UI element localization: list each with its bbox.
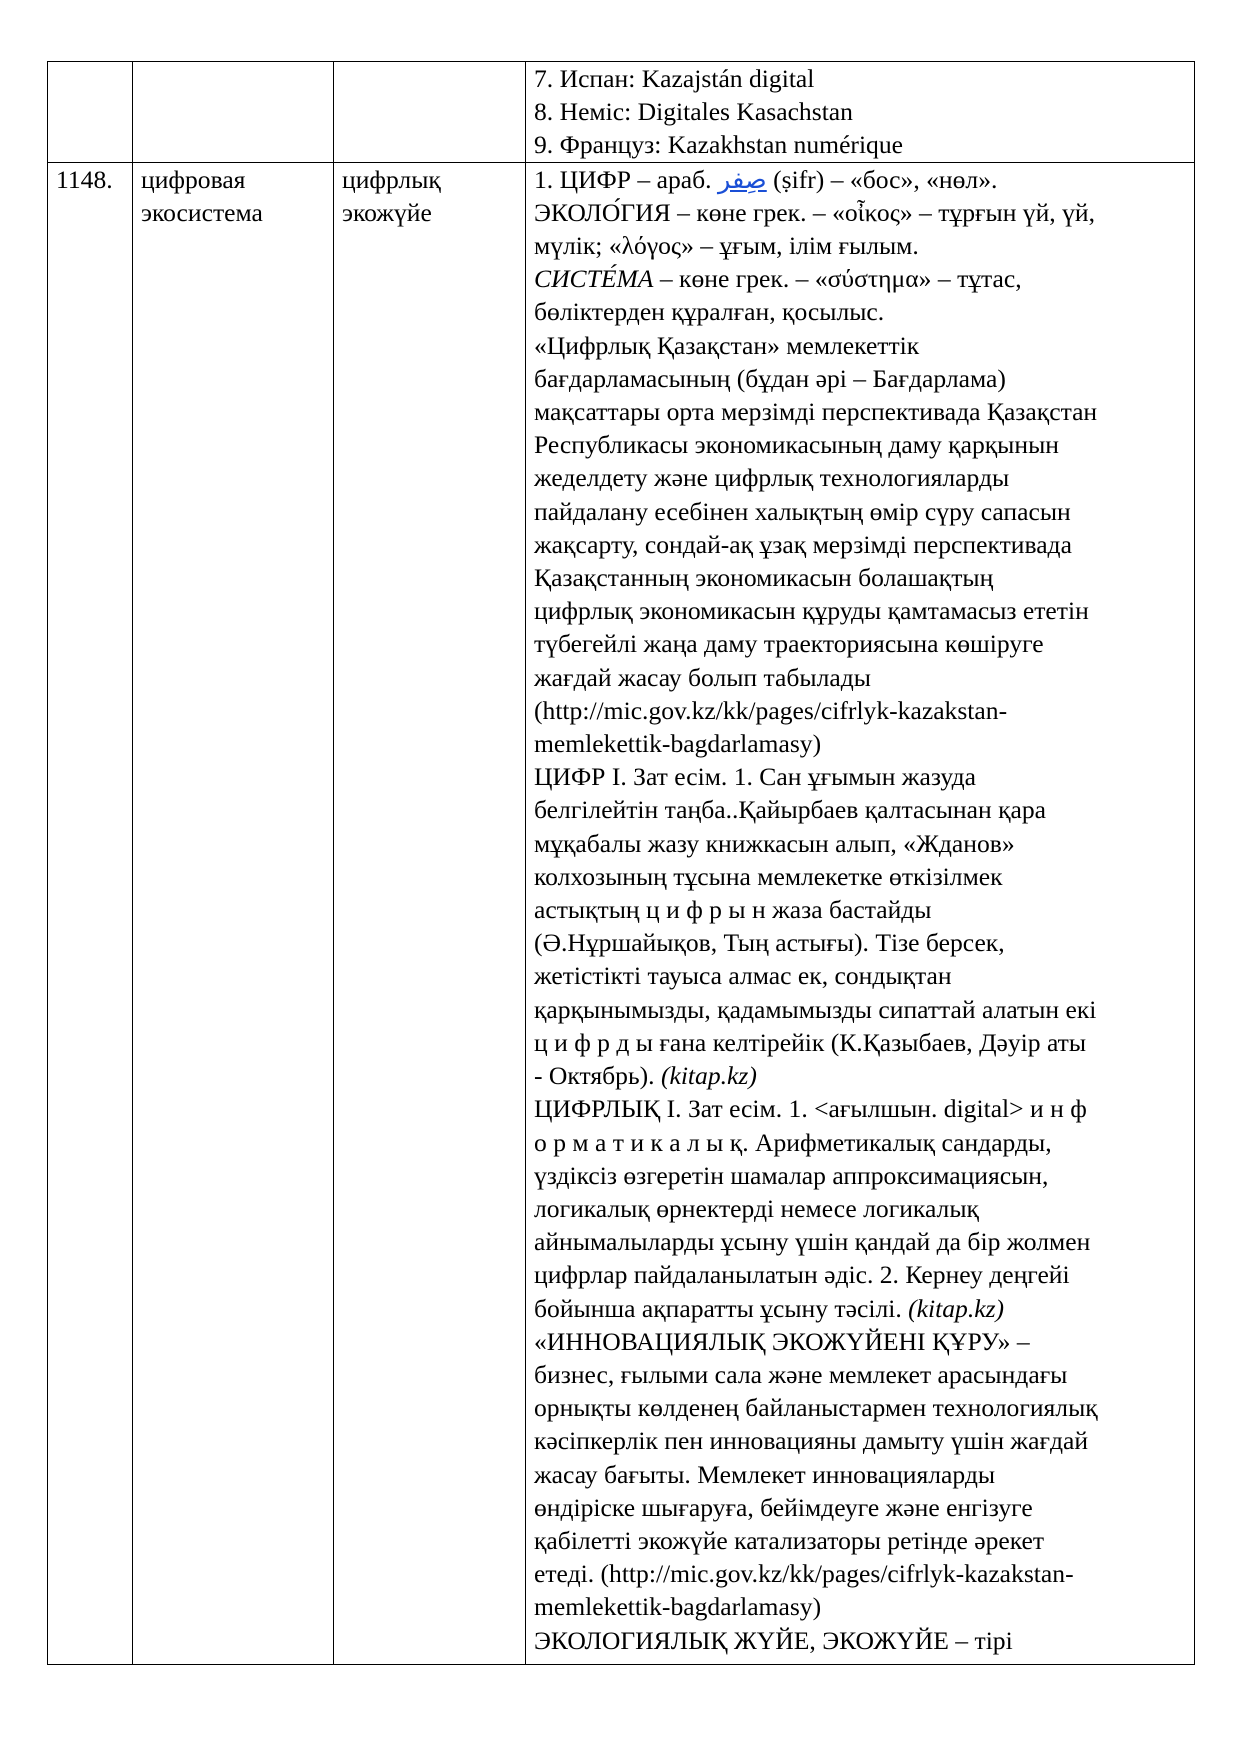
russian-term-line: цифровая	[141, 164, 246, 194]
definition-line: өндіріске шығаруға, бейімдеуге және енгізуге	[534, 1492, 1033, 1522]
definition-line: астықтың ц и ф р ы н жаза бастайды	[534, 895, 932, 925]
definition-line: ЦИФРЛЫҚ I. Зат есім. 1. <ағылшын. digital> и н ф	[534, 1094, 1087, 1124]
definition-line	[534, 1059, 1188, 1092]
definition-line: мұқабалы жазу книжкасын алып, «Жданов»	[534, 828, 1015, 858]
definition-line: колхозының тұсына мемлекетке өткізілмек	[534, 861, 1003, 891]
kazakh-term-cell	[334, 162, 526, 1664]
definition-line: жасау бағыты. Мемлекет инновацияларды	[534, 1459, 996, 1489]
definition-text: - Октябрь).	[534, 1061, 661, 1091]
definition-line: пайдалану есебінен халықтың өмір сүру сапасын	[534, 496, 1071, 526]
entry-number: 1148.	[56, 164, 113, 194]
russian-term-cell	[133, 62, 334, 163]
definition-line: белгілейтін таңба..Қайырбаев қалтасынан қара	[534, 795, 1047, 825]
definition-line: етеді. (http://mic.gov.kz/kk/pages/cifrlyk-kazakstan-	[534, 1559, 1074, 1589]
definition-line: бағдарламасының (бұдан әрі – Бағдарлама)	[534, 363, 1006, 393]
definition-line: бөліктерден құралған, қосылыс.	[534, 297, 885, 327]
definition-line: жақсарту, сондай-ақ ұзақ мерзімді перспективада	[534, 529, 1072, 559]
definition-line: Республикасы экономикасының даму қарқынын	[534, 430, 1059, 460]
definition-line: ЭКОЛО́ГИЯ – көне грек. – «οἶκος» – тұрғын үй, үй,	[534, 197, 1095, 227]
kazakh-term-line: цифрлық	[342, 164, 441, 194]
russian-term-cell	[133, 162, 334, 1664]
definition-line: жағдай жасау болып табылады	[534, 662, 871, 692]
translations-cell	[526, 62, 1195, 163]
definition-line: қабілетті экожүйе катализаторы ретінде әрекет	[534, 1525, 1045, 1555]
definition-line	[534, 262, 1188, 295]
definition-line: орнықты көлденең байланыстармен технологиялық	[534, 1393, 1098, 1423]
definition-line: (http://mic.gov.kz/kk/pages/cifrlyk-kazakstan-	[534, 695, 1008, 725]
definition-line: ЦИФР I. Зат есім. 1. Сан ұғымын жазуда	[534, 762, 976, 792]
definition-line: цифрлық экономикасын құруды қамтамасыз ететін	[534, 596, 1089, 626]
dictionary-table	[47, 61, 1195, 1665]
definition-line: «Цифрлық Қазақстан» мемлекеттік	[534, 330, 920, 360]
definition-line: қарқынымызды, қадамымызды сипаттай алатын екі	[534, 994, 1097, 1024]
entry-number-cell	[48, 62, 133, 163]
definition-line: Қазақстанның экономикасын болашақтың	[534, 563, 994, 593]
table-row	[48, 62, 1195, 163]
italic-text: СИСТЕ́МА	[534, 264, 654, 294]
definition-line: түбегейлі жаңа даму траекториясына көшіруге	[534, 629, 1044, 659]
definition-line: мақсаттары орта мерзімді перспективада Қазақстан	[534, 397, 1098, 427]
italic-text: (kitap.kz)	[660, 1061, 757, 1091]
definition-line	[534, 1292, 1188, 1325]
definition-line: жеделдету және цифрлық технологияларды	[534, 463, 1010, 493]
definition-line: ц и ф р д ы ғана келтірейік (К.Қазыбаев, Дәуір аты	[534, 1027, 1087, 1057]
kazakh-term-cell	[334, 62, 526, 163]
kazakh-term-line: экожүйе	[342, 197, 432, 227]
entry-number-cell	[48, 162, 133, 1664]
table-row	[48, 162, 1195, 1664]
definition-line: жетістікті тауыса алмас ек, сондықтан	[534, 961, 952, 991]
definition-line: бизнес, ғылыми сала және мемлекет арасындағы	[534, 1359, 1068, 1389]
translation-line: 9. Француз: Kazakhstan numérique	[534, 130, 904, 160]
definition-line: memlekettik-bagdarlamasy)	[534, 1592, 822, 1622]
etymology-definition-cell	[526, 162, 1195, 1664]
definition-line: ЭКОЛОГИЯЛЫҚ ЖҮЙЕ, ЭКОЖҮЙЕ – тірі	[534, 1625, 1013, 1655]
definition-line: «ИННОВАЦИЯЛЫҚ ЭКОЖҮЙЕНІ ҚҰРУ» –	[534, 1326, 1030, 1356]
etymology-text: (ṣifr) – «бос», «нөл».	[766, 164, 998, 194]
etymology-first-line	[534, 163, 1188, 196]
italic-text: (kitap.kz)	[908, 1293, 1005, 1323]
definition-line: үздіксіз өзгеретін шамалар аппроксимациясын,	[534, 1160, 1049, 1190]
arabic-word-link[interactable]: صِفر	[717, 164, 767, 194]
definition-text: – көне грек. – «σύστημα» – тұтас,	[653, 264, 1022, 294]
definition-line: логикалық өрнектерді немесе логикалық	[534, 1193, 979, 1223]
definition-line: (Ә.Нұршайықов, Тың астығы). Тізе берсек,	[534, 928, 1005, 958]
definition-line: цифрлар пайдаланылатын әдіс. 2. Кернеу деңгейі	[534, 1260, 1070, 1290]
translation-line: 7. Испан: Kazajstán digital	[534, 64, 815, 93]
etymology-text: 1. ЦИФР – араб.	[534, 164, 718, 194]
definition-line: о р м а т и к а л ы қ. Арифметикалық сандарды,	[534, 1127, 1052, 1157]
definition-text: бойынша ақпаратты ұсыну тәсілі.	[534, 1293, 909, 1323]
translation-line: 8. Неміс: Digitales Kasachstan	[534, 97, 853, 127]
definition-line: мүлік; «λόγος» – ұғым, ілім ғылым.	[534, 231, 919, 261]
definition-line: memlekettik-bagdarlamasy)	[534, 729, 822, 759]
definition-line: айнымалыларды ұсыну үшін қандай да бір жолмен	[534, 1227, 1091, 1257]
definition-line: кәсіпкерлік пен инновацияны дамыту үшін жағдай	[534, 1426, 1089, 1456]
russian-term-line: экосистема	[141, 197, 263, 227]
table-body	[48, 62, 1195, 1665]
